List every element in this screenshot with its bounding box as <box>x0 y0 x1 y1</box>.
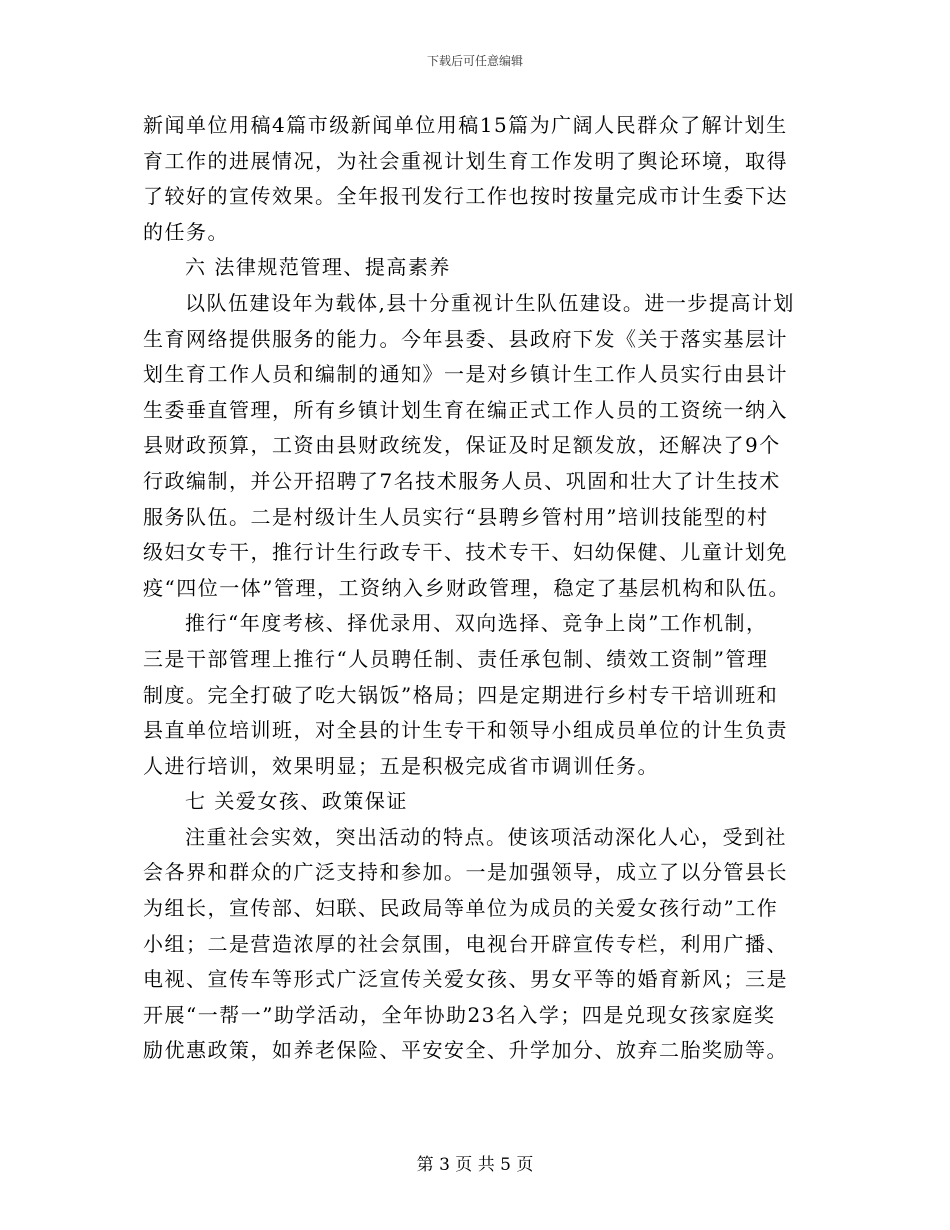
body-line-2: 育工作的进展情况，为社会重视计划生育工作发明了舆论环境，取得 <box>143 148 788 173</box>
body-line-11: 行政编制，并公开招聘了7名技术服务人员、巩固和壮大了计生技术 <box>143 468 781 493</box>
page-header: 下载后可任意编辑 <box>426 54 523 68</box>
body-line-6: 以队伍建设年为载体,县十分重视计生队伍建设。进一步提高计划 <box>185 290 795 315</box>
body-line-24: 小组；二是营造浓厚的社会氛围，电视台开辟宣传专栏，利用广播、 <box>143 931 788 956</box>
section-heading-6: 六 法律规范管理、提高素养 <box>185 255 451 280</box>
page-number-footer: 第 3 页 共 5 页 <box>416 1155 534 1175</box>
body-line-3: 了较好的宣传效果。全年报刊发行工作也按时按量完成市计生委下达 <box>143 184 788 209</box>
body-line-17: 制度。完全打破了吃大锅饭”格局；四是定期进行乡村专干培训班和 <box>143 682 779 707</box>
body-line-27: 励优惠政策，如养老保险、平安安全、升学加分、放弃二胎奖励等。 <box>143 1038 788 1063</box>
body-line-14: 疫“四位一体”管理，工资纳入乡财政管理，稳定了基层机构和队伍。 <box>143 575 790 600</box>
body-line-16: 三是干部管理上推行“人员聘任制、责任承包制、绩效工资制”管理 <box>143 646 769 671</box>
body-line-1: 新闻单位用稿4篇市级新闻单位用稿15篇为广阔人民群众了解计划生 <box>143 113 788 137</box>
body-line-18: 县直单位培训班，对全县的计生专干和领导小组成员单位的计生负责 <box>143 718 788 743</box>
body-line-15: 推行“年度考核、择优录用、双向选择、竞争上岗”工作机制， <box>185 611 768 636</box>
body-line-12: 服务队伍。二是村级计生人员实行“县聘乡管村用”培训技能型的村 <box>143 504 769 529</box>
body-line-19: 人进行培训，效果明显；五是积极完成省市调训任务。 <box>143 753 659 778</box>
body-line-4: 的任务。 <box>143 219 229 244</box>
body-line-9: 生委垂直管理，所有乡镇计划生育在编正式工作人员的工资统一纳入 <box>143 397 788 422</box>
body-line-8: 划生育工作人员和编制的通知》一是对乡镇计生工作人员实行由县计 <box>143 362 788 387</box>
body-line-22: 会各界和群众的广泛支持和参加。一是加强领导，成立了以分管县长 <box>143 860 788 885</box>
body-line-13: 级妇女专干，推行计生行政专干、技术专干、妇幼保健、儿童计划免 <box>143 540 788 565</box>
section-heading-7: 七 关爱女孩、政策保证 <box>185 789 408 814</box>
body-line-7: 生育网络提供服务的能力。今年县委、县政府下发《关于落实基层计 <box>143 326 788 351</box>
body-line-23: 为组长，宣传部、妇联、民政局等单位为成员的关爱女孩行动”工作 <box>143 896 779 921</box>
body-line-21: 注重社会实效，突出活动的特点。使该项活动深化人心，受到社 <box>185 824 787 849</box>
body-line-26: 开展“一帮一”助学活动，全年协助23名入学；四是兑现女孩家庭奖 <box>143 1002 776 1027</box>
document-body <box>143 108 803 1069</box>
body-line-25: 电视、宣传车等形式广泛宣传关爱女孩、男女平等的婚育新风；三是 <box>143 967 788 992</box>
body-line-10: 县财政预算，工资由县财政统发，保证及时足额发放，还解决了9个 <box>143 433 781 458</box>
